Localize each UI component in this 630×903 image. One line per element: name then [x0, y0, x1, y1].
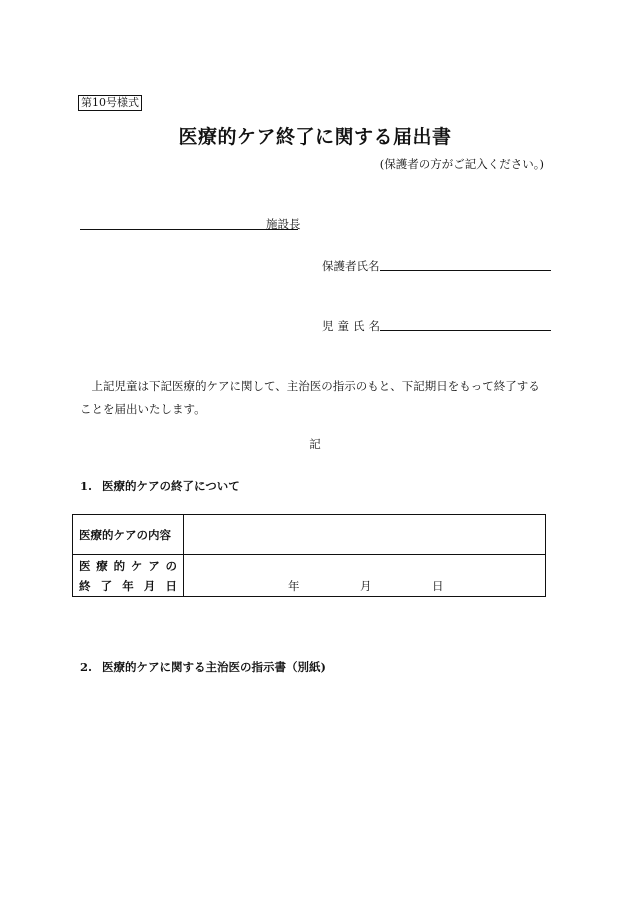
- end-date-label: [73, 555, 184, 597]
- child-name-label: 児童氏名: [322, 319, 384, 333]
- end-date-row: [73, 555, 546, 597]
- medical-care-table: [72, 514, 546, 597]
- guardian-name-label: 保護者氏名: [322, 259, 380, 273]
- care-content-field[interactable]: [184, 515, 546, 555]
- guardian-instruction-note: (保護者の方がご記入ください。): [379, 157, 544, 171]
- guardian-name-field[interactable]: [380, 270, 551, 271]
- form-number-box: 第10号様式: [78, 95, 142, 111]
- end-date-label-line-2: 終了年月日: [79, 578, 177, 593]
- day-unit-label: 日: [432, 579, 444, 593]
- care-content-label: 医療的ケアの内容: [73, 515, 184, 555]
- declaration-body-text: 上記児童は下記医療的ケアに関して、主治医の指示のもと、下記期日をもって終了することを届出いたします。: [80, 379, 540, 416]
- document-title: 医療的ケア終了に関する届出書: [178, 126, 452, 148]
- section-2-title: 医療的ケアに関する主治医の指示書（別紙): [102, 660, 326, 674]
- year-unit-label: 年: [288, 579, 300, 593]
- section-2-heading: [80, 659, 326, 675]
- month-unit-label: 月: [360, 579, 372, 593]
- section-1-number: 1.: [80, 479, 93, 493]
- section-1-title: 医療的ケアの終了について: [102, 479, 240, 493]
- care-content-row: [73, 515, 546, 555]
- section-2-number: 2.: [80, 660, 93, 674]
- ki-marker: 記: [309, 437, 321, 451]
- child-name-field[interactable]: [380, 330, 551, 331]
- end-date-field[interactable]: [184, 555, 546, 597]
- end-date-label-line-1: 医療的ケアの: [79, 558, 177, 573]
- section-1-heading: [80, 478, 240, 494]
- recipient-suffix-label: 施設長: [266, 217, 301, 231]
